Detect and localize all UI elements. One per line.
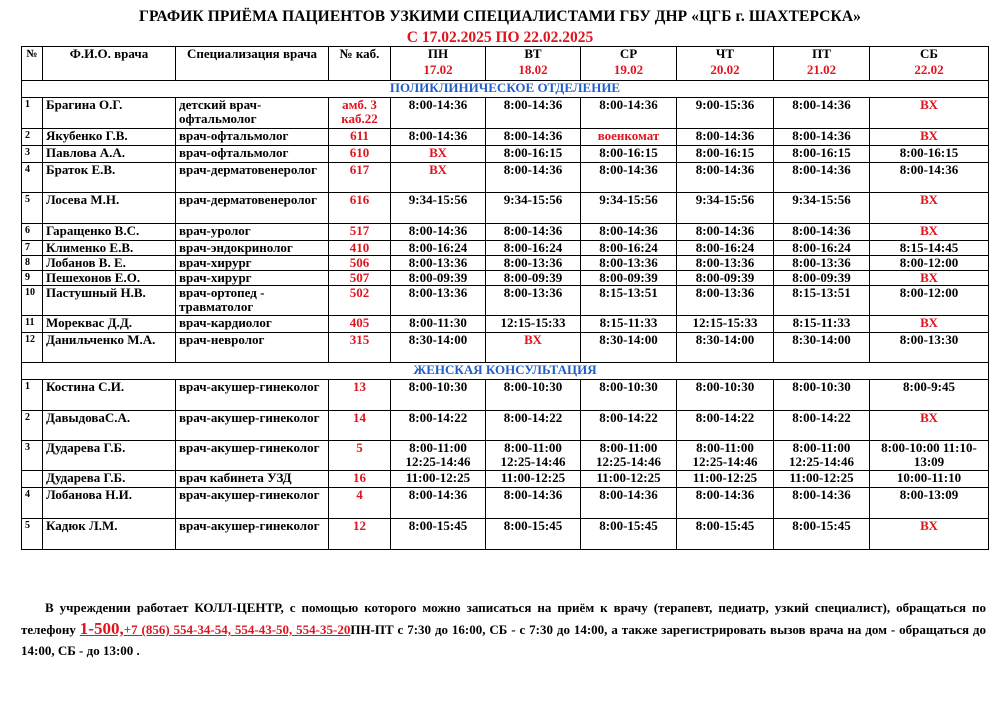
schedule-thu: 8:00-16:24 (677, 241, 774, 256)
specialization: врач-акушер-гинеколог (176, 411, 329, 441)
specialization: врач-дерматовенеролог (176, 193, 329, 224)
doctor-name: Брагина О.Г. (43, 98, 176, 129)
schedule-wed: 8:00-14:36 (581, 163, 677, 193)
schedule-tue: 8:00-14:36 (486, 163, 581, 193)
header-day-fri: ПТ 21.02 (774, 47, 870, 81)
table-row (22, 129, 989, 146)
schedule-sat: 8:00-14:36 (870, 163, 989, 193)
notice-hours: ПН-ПТ с 7:30 до 16:00, СБ - с 7:30 до 14:00, а также зарегистрировать вызов врача на дом - обращаться до 14:00, СБ - до 13:00 . (21, 622, 987, 658)
schedule-fri: 8:15-13:51 (774, 286, 870, 316)
schedule-wed: 8:00-09:39 (581, 271, 677, 286)
schedule-fri: 9:34-15:56 (774, 193, 870, 224)
table-row (22, 146, 989, 163)
schedule-thu: 8:00-14:36 (677, 224, 774, 241)
row-number: 12 (22, 333, 43, 363)
specialization: врач-дерматовенеролог (176, 163, 329, 193)
schedule-wed: 8:00-16:24 (581, 241, 677, 256)
row-number: 6 (22, 224, 43, 241)
schedule-tue: 8:00-15:45 (486, 519, 581, 550)
room-number: 405 (329, 316, 391, 333)
schedule-wed: 8:15-13:51 (581, 286, 677, 316)
room-number: 12 (329, 519, 391, 550)
schedule-tue: 8:00-14:22 (486, 411, 581, 441)
room-number: 617 (329, 163, 391, 193)
header-spec: Специализация врача (176, 47, 329, 81)
header-row (22, 47, 989, 81)
schedule-sat: ВХ (870, 98, 989, 129)
room-number: 507 (329, 271, 391, 286)
row-number: 8 (22, 256, 43, 271)
phone-short: 1-500, (79, 619, 124, 638)
schedule-fri: 8:00-14:36 (774, 163, 870, 193)
room-number: 13 (329, 380, 391, 411)
schedule-tue: 8:00-14:36 (486, 98, 581, 129)
schedule-fri: 8:00-16:15 (774, 146, 870, 163)
specialization: врач-эндокринолог (176, 241, 329, 256)
row-number: 4 (22, 163, 43, 193)
schedule-mon: 8:00-10:30 (391, 380, 486, 411)
row-number: 5 (22, 519, 43, 550)
specialization: детский врач-офтальмолог (176, 98, 329, 129)
document-title: ГРАФИК ПРИЁМА ПАЦИЕНТОВ УЗКИМИ СПЕЦИАЛИСТАМИ ГБУ ДНР «ЦГБ г. ШАХТЕРСКА» (139, 8, 861, 25)
schedule-mon: 8:00-14:36 (391, 98, 486, 129)
room-number: 506 (329, 256, 391, 271)
room-number: 5 (329, 441, 391, 471)
schedule-thu: 11:00-12:25 (677, 471, 774, 488)
table-row (22, 224, 989, 241)
section-header-row (22, 363, 989, 380)
schedule-fri: 8:00-14:36 (774, 488, 870, 519)
row-number: 10 (22, 286, 43, 316)
schedule-sat: 8:00-13:09 (870, 488, 989, 519)
schedule-mon: ВХ (391, 163, 486, 193)
section-title: ПОЛИКЛИНИЧЕСКОЕ ОТДЕЛЕНИЕ (22, 81, 989, 98)
specialization: врач-хирург (176, 271, 329, 286)
table-row (22, 471, 989, 488)
schedule-tue: 8:00-16:15 (486, 146, 581, 163)
schedule-wed: 8:30-14:00 (581, 333, 677, 363)
schedule-sat: ВХ (870, 316, 989, 333)
row-number (22, 471, 43, 488)
table-row (22, 241, 989, 256)
schedule-wed: 11:00-12:25 (581, 471, 677, 488)
room-number: 14 (329, 411, 391, 441)
doctor-name: Гаращенко В.С. (43, 224, 176, 241)
schedule-mon: 8:00-11:30 (391, 316, 486, 333)
specialization: врач-акушер-гинеколог (176, 441, 329, 471)
doctor-name: Костина С.И. (43, 380, 176, 411)
schedule-tue: 9:34-15:56 (486, 193, 581, 224)
schedule-fri: 8:00-14:22 (774, 411, 870, 441)
specialization: врач-невролог (176, 333, 329, 363)
schedule-thu: 8:30-14:00 (677, 333, 774, 363)
row-number: 3 (22, 146, 43, 163)
row-number: 2 (22, 411, 43, 441)
table-row (22, 488, 989, 519)
phone-numbers: +7 (856) 554-34-54, 554-43-50, 554-35-20 (123, 622, 351, 637)
schedule-sat: 8:00-9:45 (870, 380, 989, 411)
schedule-wed: 8:15-11:33 (581, 316, 677, 333)
schedule-sat: ВХ (870, 271, 989, 286)
room-number: 517 (329, 224, 391, 241)
schedule-thu: 8:00-14:36 (677, 488, 774, 519)
table-row (22, 98, 989, 129)
schedule-mon: 8:00-14:36 (391, 224, 486, 241)
table-row (22, 163, 989, 193)
specialization: врач-уролог (176, 224, 329, 241)
room-number: 616 (329, 193, 391, 224)
schedule-mon: 8:00-14:36 (391, 129, 486, 146)
schedule-tue: 8:00-14:36 (486, 129, 581, 146)
row-number: 1 (22, 380, 43, 411)
room-number: 611 (329, 129, 391, 146)
doctor-name: Лобанов В. Е. (43, 256, 176, 271)
schedule-sat: ВХ (870, 193, 989, 224)
schedule-fri: 11:00-12:25 (774, 471, 870, 488)
schedule-mon: 8:00-13:36 (391, 256, 486, 271)
schedule-thu: 8:00-09:39 (677, 271, 774, 286)
schedule-fri: 8:00-16:24 (774, 241, 870, 256)
header-num: № (22, 47, 43, 81)
section-title: ЖЕНСКАЯ КОНСУЛЬТАЦИЯ (22, 363, 989, 380)
row-number: 11 (22, 316, 43, 333)
schedule-wed: 8:00-14:36 (581, 224, 677, 241)
schedule-thu: 12:15-15:33 (677, 316, 774, 333)
specialization: врач кабинета УЗД (176, 471, 329, 488)
schedule-tue: 8:00-13:36 (486, 286, 581, 316)
schedule-mon: 8:00-09:39 (391, 271, 486, 286)
call-center-notice (21, 597, 986, 661)
schedule-mon: 9:34-15:56 (391, 193, 486, 224)
schedule-wed: 8:00-16:15 (581, 146, 677, 163)
doctor-name: Павлова А.А. (43, 146, 176, 163)
header-day-thu: ЧТ 20.02 (677, 47, 774, 81)
room-number: 16 (329, 471, 391, 488)
table-row (22, 441, 989, 471)
schedule-sat: ВХ (870, 519, 989, 550)
specialization: врач-ортопед - травматолог (176, 286, 329, 316)
room-number: 4 (329, 488, 391, 519)
schedule-tue: ВХ (486, 333, 581, 363)
row-number: 1 (22, 98, 43, 129)
doctor-name: Лосева М.Н. (43, 193, 176, 224)
header-day-sat: СБ 22.02 (870, 47, 989, 81)
section-header-row (22, 81, 989, 98)
schedule-mon: 8:00-16:24 (391, 241, 486, 256)
doctor-name: Кадюк Л.М. (43, 519, 176, 550)
specialization: врач-хирург (176, 256, 329, 271)
schedule-mon: 8:00-11:00 12:25-14:46 (391, 441, 486, 471)
doctor-name: Пастушный Н.В. (43, 286, 176, 316)
specialization: врач-акушер-гинеколог (176, 380, 329, 411)
schedule-mon: 8:00-14:36 (391, 488, 486, 519)
schedule-sat: 8:00-12:00 (870, 286, 989, 316)
doctor-name: Браток Е.В. (43, 163, 176, 193)
table-row (22, 316, 989, 333)
specialization: врач-акушер-гинеколог (176, 519, 329, 550)
schedule-wed: 8:00-14:36 (581, 98, 677, 129)
schedule-mon: 8:00-15:45 (391, 519, 486, 550)
schedule-wed: военкомат (581, 129, 677, 146)
schedule-thu: 8:00-16:15 (677, 146, 774, 163)
room-number: 502 (329, 286, 391, 316)
specialization: врач-офтальмолог (176, 129, 329, 146)
schedule-wed: 9:34-15:56 (581, 193, 677, 224)
schedule-thu: 9:34-15:56 (677, 193, 774, 224)
room-number: 410 (329, 241, 391, 256)
schedule-thu: 8:00-10:30 (677, 380, 774, 411)
room-number: 610 (329, 146, 391, 163)
schedule-fri: 8:00-13:36 (774, 256, 870, 271)
schedule-wed: 8:00-11:00 12:25-14:46 (581, 441, 677, 471)
specialization: врач-офтальмолог (176, 146, 329, 163)
doctor-name: Якубенко Г.В. (43, 129, 176, 146)
schedule-tue: 12:15-15:33 (486, 316, 581, 333)
schedule-fri: 8:00-14:36 (774, 129, 870, 146)
schedule-sat: 8:00-12:00 (870, 256, 989, 271)
schedule-thu: 8:00-13:36 (677, 286, 774, 316)
schedule-sat: 8:00-13:30 (870, 333, 989, 363)
header-day-mon: ПН 17.02 (391, 47, 486, 81)
table-row (22, 519, 989, 550)
schedule-fri: 8:15-11:33 (774, 316, 870, 333)
schedule-mon: ВХ (391, 146, 486, 163)
schedule-fri: 8:00-14:36 (774, 98, 870, 129)
schedule-sat: 8:15-14:45 (870, 241, 989, 256)
schedule-tue: 8:00-09:39 (486, 271, 581, 286)
schedule-mon: 8:00-14:22 (391, 411, 486, 441)
table-row (22, 256, 989, 271)
schedule-sat: ВХ (870, 129, 989, 146)
schedule-thu: 8:00-13:36 (677, 256, 774, 271)
doctor-name: Мореквас Д.Д. (43, 316, 176, 333)
schedule-thu: 8:00-14:36 (677, 163, 774, 193)
schedule-sat: 10:00-11:10 (870, 471, 989, 488)
doctor-name: ДавыдоваС.А. (43, 411, 176, 441)
row-number: 4 (22, 488, 43, 519)
schedule-mon: 8:30-14:00 (391, 333, 486, 363)
schedule-sat: 8:00-10:00 11:10-13:09 (870, 441, 989, 471)
schedule-wed: 8:00-15:45 (581, 519, 677, 550)
schedule-tue: 8:00-14:36 (486, 224, 581, 241)
schedule-thu: 8:00-14:36 (677, 129, 774, 146)
schedule-table (21, 46, 989, 550)
schedule-wed: 8:00-14:36 (581, 488, 677, 519)
date-range: С 17.02.2025 ПО 22.02.2025 (406, 29, 594, 46)
schedule-fri: 8:00-11:00 12:25-14:46 (774, 441, 870, 471)
schedule-thu: 8:00-11:00 12:25-14:46 (677, 441, 774, 471)
doctor-name: Дударева Г.Б. (43, 441, 176, 471)
schedule-tue: 8:00-16:24 (486, 241, 581, 256)
schedule-thu: 8:00-14:22 (677, 411, 774, 441)
table-row (22, 411, 989, 441)
schedule-tue: 8:00-10:30 (486, 380, 581, 411)
schedule-tue: 11:00-12:25 (486, 471, 581, 488)
schedule-sat: ВХ (870, 411, 989, 441)
schedule-mon: 11:00-12:25 (391, 471, 486, 488)
room-number: 315 (329, 333, 391, 363)
schedule-wed: 8:00-10:30 (581, 380, 677, 411)
schedule-fri: 8:00-10:30 (774, 380, 870, 411)
header-day-wed: СР 19.02 (581, 47, 677, 81)
table-row (22, 271, 989, 286)
schedule-tue: 8:00-13:36 (486, 256, 581, 271)
header-room: № каб. (329, 47, 391, 81)
schedule-fri: 8:00-15:45 (774, 519, 870, 550)
doctor-name: Данильченко М.А. (43, 333, 176, 363)
schedule-sat: ВХ (870, 224, 989, 241)
schedule-fri: 8:00-14:36 (774, 224, 870, 241)
schedule-thu: 8:00-15:45 (677, 519, 774, 550)
doctor-name: Пешехонов Е.О. (43, 271, 176, 286)
schedule-mon: 8:00-13:36 (391, 286, 486, 316)
row-number: 3 (22, 441, 43, 471)
room-number: амб. 3 каб.22 (329, 98, 391, 129)
schedule-fri: 8:30-14:00 (774, 333, 870, 363)
schedule-wed: 8:00-14:22 (581, 411, 677, 441)
table-row (22, 333, 989, 363)
header-day-tue: ВТ 18.02 (486, 47, 581, 81)
doctor-name: Дударева Г.Б. (43, 471, 176, 488)
row-number: 7 (22, 241, 43, 256)
schedule-fri: 8:00-09:39 (774, 271, 870, 286)
notice-text: В учреждении работает КОЛЛ-ЦЕНТР, с помощью которого можно записаться на приём к врачу (терапевт, педиатр, узкий специалист), обращаться по телефону (21, 600, 986, 637)
doctor-name: Лобанова Н.И. (43, 488, 176, 519)
row-number: 9 (22, 271, 43, 286)
header-fio: Ф.И.О. врача (43, 47, 176, 81)
schedule-sat: 8:00-16:15 (870, 146, 989, 163)
schedule-tue: 8:00-14:36 (486, 488, 581, 519)
specialization: врач-акушер-гинеколог (176, 488, 329, 519)
row-number: 2 (22, 129, 43, 146)
table-row (22, 286, 989, 316)
schedule-thu: 9:00-15:36 (677, 98, 774, 129)
specialization: врач-кардиолог (176, 316, 329, 333)
table-row (22, 193, 989, 224)
schedule-tue: 8:00-11:00 12:25-14:46 (486, 441, 581, 471)
schedule-wed: 8:00-13:36 (581, 256, 677, 271)
doctor-name: Клименко Е.В. (43, 241, 176, 256)
table-row (22, 380, 989, 411)
row-number: 5 (22, 193, 43, 224)
